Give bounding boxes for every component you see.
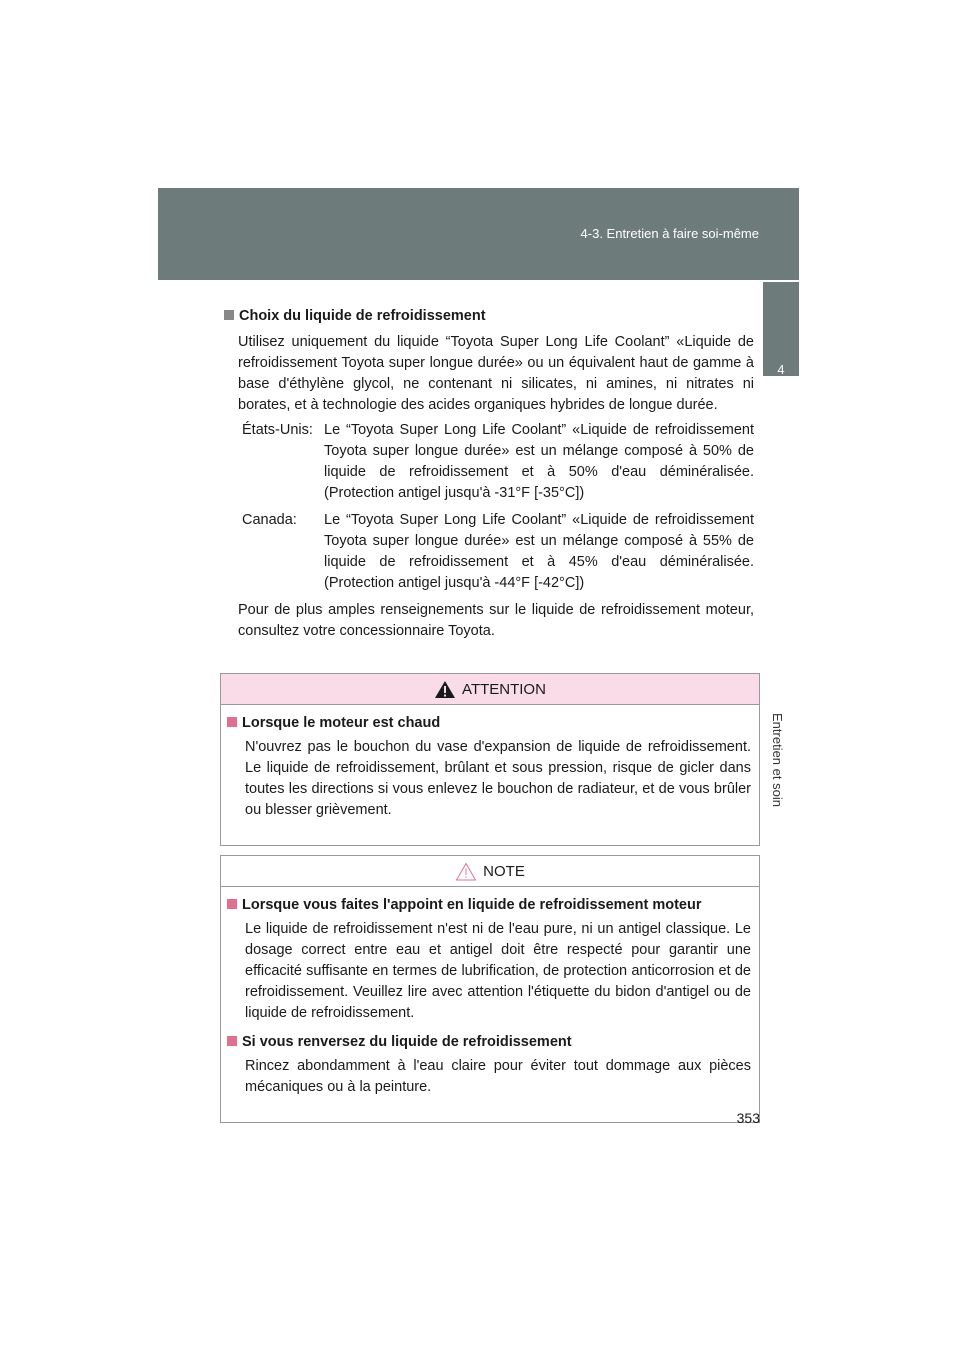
bullet-square-icon [227,717,237,727]
section-title: Choix du liquide de refroidissement [224,308,754,324]
caution-triangle-icon [455,862,477,881]
page-number: 353 [736,1110,760,1126]
attention-item-title: Lorsque le moteur est chaud [227,715,751,731]
note-item-text: Le liquide de refroidissement n'est ni de l'eau pure, ni un antigel classique. Le dosage correct entre eau et antigel doit être respecté pour garantir une efficacité suffisante en termes de lubrification, de protection anticorrosion et de refroidissement. Veuillez lire avec attention l'étiquette du bidon d'antigel ou de liquide de refroidissement. [245,921,751,1021]
section-intro: Utilisez uniquement du liquide “Toyota Super Long Life Coolant” «Liquide de refroidissement Toyota super longue durée» ou un équivalent haut de gamme à base d'éthylène glycol, ne contenant ni silicates, ni amines, ni nitrates ni borates, et à technologie des acides organiques hybrides de longue durée. [238,334,754,413]
note-body [221,887,759,1122]
note-header [221,856,759,887]
definition-list [242,420,754,594]
bullet-square-icon [227,1036,237,1046]
note-item-text: Rincez abondamment à l'eau claire pour éviter tout dommage aux pièces mécaniques ou à la peinture. [245,1058,751,1095]
attention-header [221,674,759,705]
coolant-section [224,308,754,642]
definition-term: États-Unis: [242,422,313,438]
definition-row [242,420,754,504]
section-outro: Pour de plus amples renseignements sur le liquide de refroidissement moteur, consultez votre concessionnaire Toyota. [238,602,754,639]
note-box [220,855,760,1123]
chapter-label-wrap [770,713,794,833]
attention-heading: ATTENTION [462,680,546,698]
attention-item-text: N'ouvrez pas le bouchon du vase d'expansion de liquide de refroidissement. Le liquide de refroidissement, brûlant et sous pression, risque de gicler dans toutes les directions si vous enlevez le bouchon de radiateur, et de vous brûler ou blesser grièvement. [245,739,751,818]
header-band [158,188,799,280]
note-item-title: Si vous renversez du liquide de refroidissement [227,1034,751,1050]
bullet-square-icon [227,899,237,909]
attention-body [221,705,759,845]
chapter-number: 4 [777,362,785,377]
definition-desc: Le “Toyota Super Long Life Coolant” «Liquide de refroidissement Toyota super longue durée» est un mélange composé à 55% de liquide de refroidissement et à 45% d'eau déminéralisée. (Protection antigel jusqu'à -44°F [-42°C]) [324,512,754,591]
chapter-label: Entretien et soin [770,713,785,807]
bullet-square-icon [224,310,234,320]
definition-term: Canada: [242,512,297,528]
warning-triangle-icon [434,680,456,699]
note-item-title: Lorsque vous faites l'appoint en liquide de refroidissement moteur [227,897,751,913]
definition-desc: Le “Toyota Super Long Life Coolant” «Liquide de refroidissement Toyota super longue durée» est un mélange composé à 50% de liquide de refroidissement et à 50% d'eau déminéralisée. (Protection antigel jusqu'à -31°F [-35°C]) [324,422,754,501]
note-heading: NOTE [483,862,525,880]
header-title: 4-3. Entretien à faire soi-même [580,226,759,241]
attention-box [220,673,760,846]
definition-row [242,510,754,594]
